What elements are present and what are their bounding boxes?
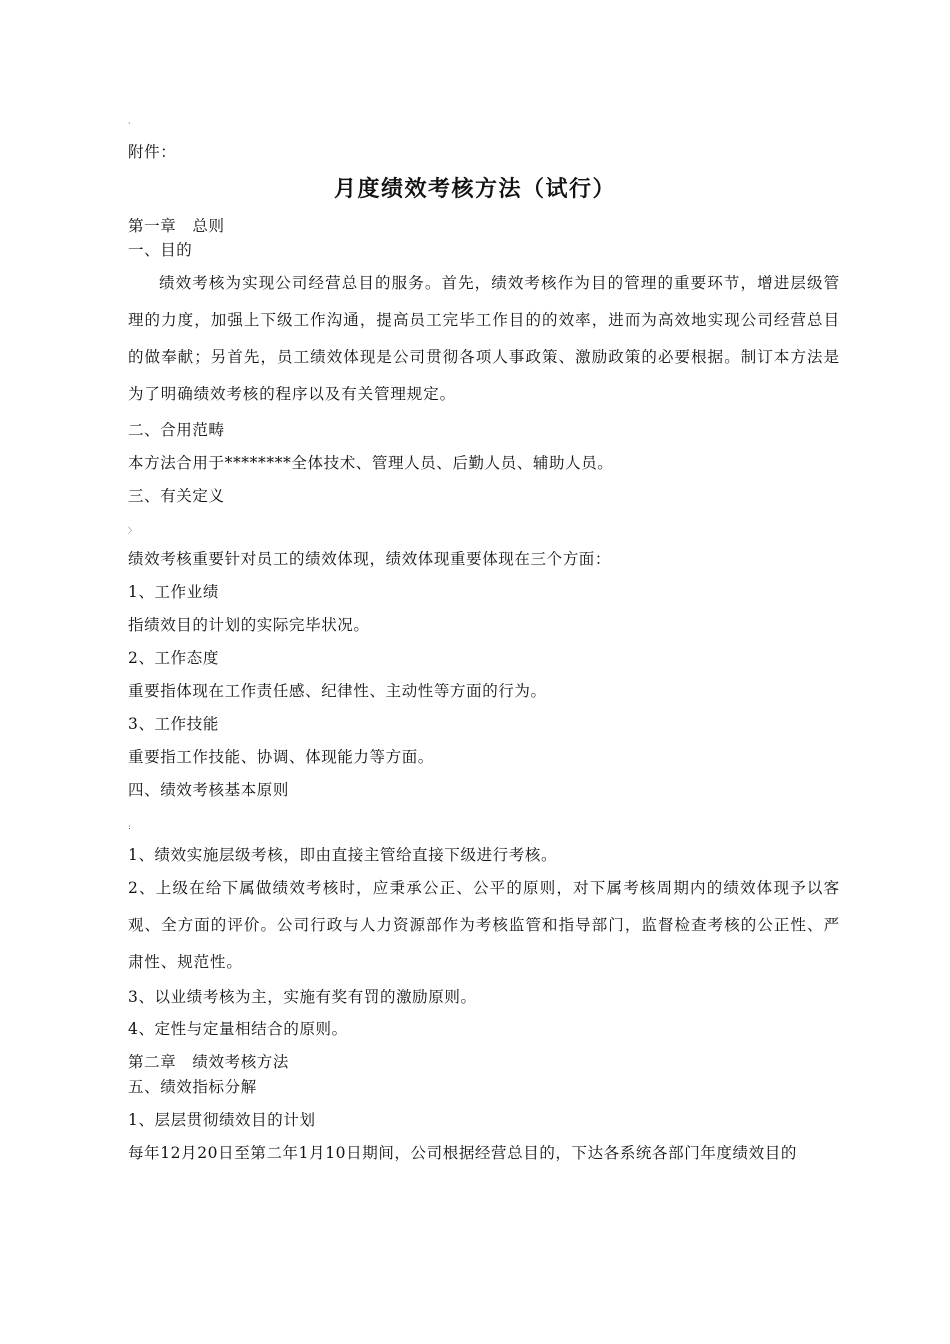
definitions-intro: 绩效考核重要针对员工的绩效体现，绩效体现重要体现在三个方面： (128, 550, 612, 568)
section-heading-scope: 二、合用范畴 (128, 421, 225, 439)
indicator-text-1: 每年12月20日至第二年1月10日期间，公司根据经营总目的，下达各系统各部门年度绩效目的 (128, 1144, 797, 1162)
scope-text: 本方法合用于********全体技术、管理人员、后勤人员、辅助人员。 (128, 454, 614, 472)
section-heading-definitions: 三、有关定义 (128, 487, 225, 505)
document-title: 月度绩效考核方法（试行） (333, 176, 616, 202)
section-heading-purpose: 一、目的 (128, 241, 193, 259)
definition-text-2: 重要指体现在工作责任感、纪律性、主动性等方面的行为。 (128, 682, 547, 700)
principle-2: 2、上级在给下属做绩效考核时，应秉承公正、公平的原则，对下属考核周期内的绩效体现予以客观、全方面的评价。公司行政与人力资源部作为考核监管和指导部门，监督检查考核的公正性、严肃性、规范性。 (128, 879, 840, 971)
principle-1: 1、绩效实施层级考核，即由直接主管给直接下级进行考核。 (128, 846, 558, 864)
page-mark: · (128, 119, 132, 128)
attachment-label: 附件： (128, 143, 177, 161)
chapter-heading-2: 第二章 绩效考核方法 (128, 1053, 290, 1071)
definition-item-1: 1、工作业绩 (128, 583, 219, 601)
section-heading-principles: 四、绩效考核基本原则 (128, 781, 290, 799)
principle-3: 3、以业绩考核为主，实施有奖有罚的激励原则。 (128, 988, 477, 1006)
chapter-heading-1: 第一章 总则 (128, 217, 225, 235)
definition-text-1: 指绩效目的计划的实际完毕状况。 (128, 616, 370, 634)
stray-mark-2: : (128, 822, 132, 831)
definition-item-2: 2、工作态度 (128, 649, 219, 667)
stray-mark: 〉 (128, 526, 137, 535)
purpose-paragraph: 绩效考核为实现公司经营总目的服务。首先，绩效考核作为目的管理的重要环节，增进层级管理的力度，加强上下级工作沟通，提高员工完毕工作目的的效率，进而为高效地实现公司经营总目的做奉献；另首先，员工绩效体现是公司贯彻各项人事政策、激励政策的必要根据。制订本方法是为了明确绩效考核的程序以及有关管理规定。 (128, 274, 840, 403)
definition-item-3: 3、工作技能 (128, 715, 219, 733)
principle-4: 4、定性与定量相结合的原则。 (128, 1020, 348, 1038)
section-heading-indicators: 五、绩效指标分解 (128, 1078, 257, 1096)
indicator-item-1: 1、层层贯彻绩效目的计划 (128, 1111, 316, 1129)
definition-text-3: 重要指工作技能、协调、体现能力等方面。 (128, 748, 434, 766)
